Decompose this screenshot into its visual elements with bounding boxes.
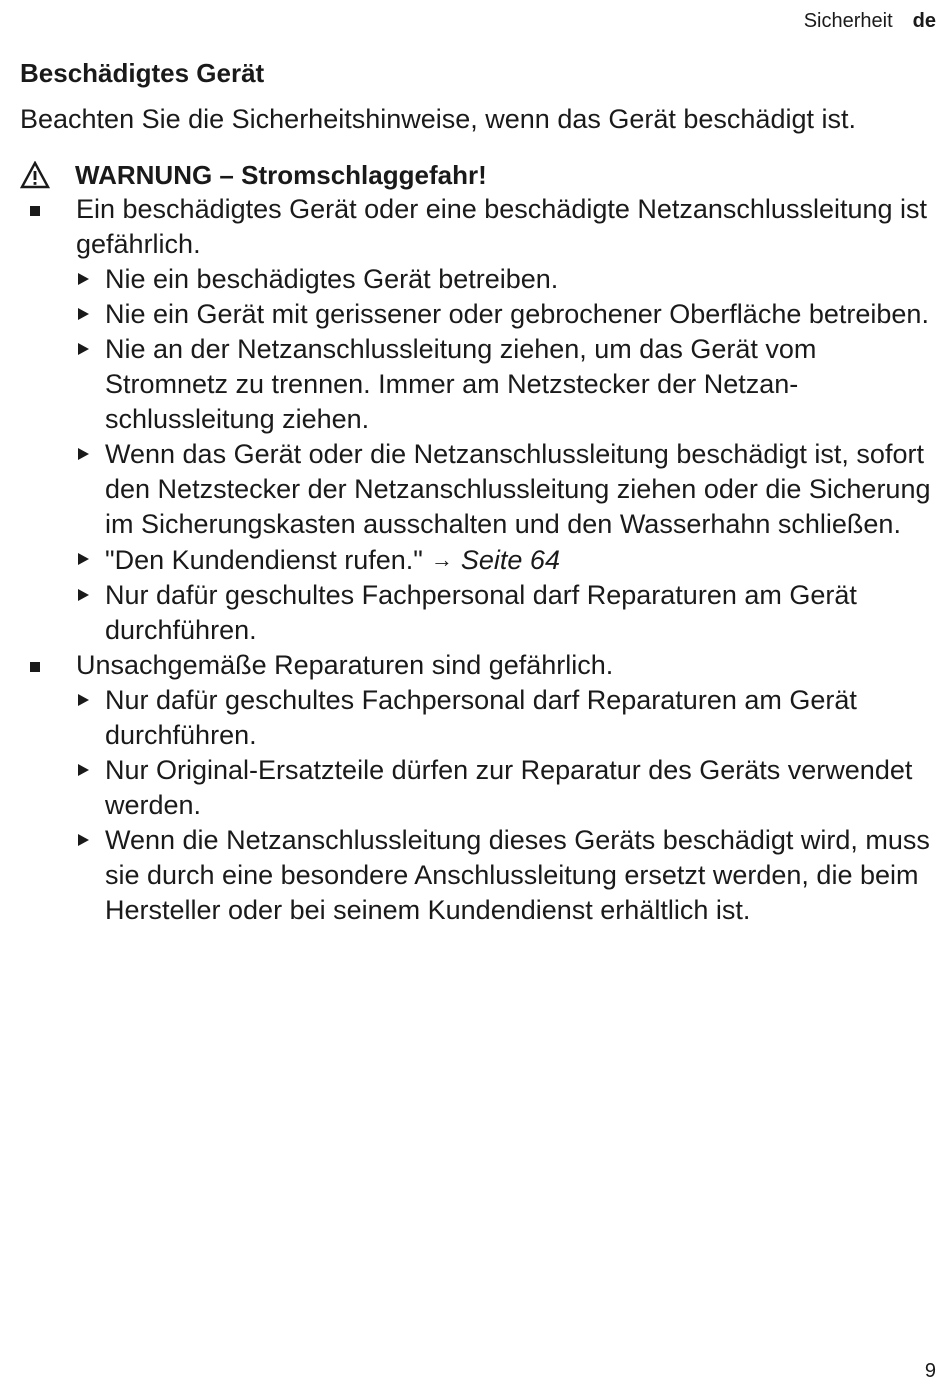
instruction-item <box>76 262 938 297</box>
instruction-text: Nie ein beschädigtes Gerät betreiben. <box>105 264 559 294</box>
instruction-list <box>76 683 938 928</box>
triangle-bullet-icon <box>78 308 89 320</box>
warning-heading-text: WARNUNG – Stromschlaggefahr! <box>75 160 487 190</box>
triangle-bullet-icon <box>78 834 89 846</box>
warning-heading <box>20 158 938 192</box>
hazard-text: Unsachgemäße Reparaturen sind gefährlich. <box>76 650 614 680</box>
page-title: Beschädigtes Gerät <box>20 58 265 88</box>
square-bullet-icon <box>30 662 40 672</box>
instruction-text: Nur Original-Ersatzteile dürfen zur Reparatur des Geräts verwendet werden. <box>105 755 913 820</box>
triangle-bullet-icon <box>78 764 89 776</box>
intro-paragraph: Beachten Sie die Sicherheitshinweise, wenn das Gerät beschädigt ist. <box>20 104 856 134</box>
instruction-text: Nie ein Gerät mit gerissener oder gebrochener Oberfläche betreiben. <box>105 299 929 329</box>
instruction-text: Nie an der Netzanschlussleitung ziehen, um das Gerät vom Stromnetz zu trennen. Immer am Netzstecker der Netzanschlussleitung ziehen. <box>105 334 817 434</box>
instruction-text: "Den Kundendienst rufen." <box>105 545 423 575</box>
instruction-item <box>76 297 938 332</box>
header-language-label: de <box>912 10 936 32</box>
instruction-text: Nur dafür geschultes Fachpersonal darf Reparaturen am Gerät durchführen. <box>105 685 857 750</box>
page-number: 9 <box>924 1360 936 1382</box>
instruction-item <box>76 332 938 437</box>
hazard-text: Ein beschädigtes Gerät oder eine beschädigte Netzanschlussleitung ist gefährlich. <box>76 194 928 259</box>
hazard-list <box>20 192 938 928</box>
page-content <box>20 56 938 928</box>
triangle-bullet-icon <box>78 448 89 460</box>
instruction-item <box>76 578 938 648</box>
square-bullet-icon <box>30 206 40 216</box>
instruction-text: Wenn das Gerät oder die Netzanschlussleitung beschädigt ist, sofort den Netzstecker der Netzanschlussleitung ziehen oder die Sicherung im Sicherungskasten ausschalten und den Wasserhahn schließen. <box>105 439 931 539</box>
triangle-bullet-icon <box>78 343 89 355</box>
instruction-item <box>76 437 938 542</box>
triangle-bullet-icon <box>78 589 89 601</box>
instruction-text: Nur dafür geschultes Fachpersonal darf Reparaturen am Gerät durchführen. <box>105 580 857 645</box>
hazard-item <box>20 192 938 648</box>
triangle-bullet-icon <box>78 553 89 565</box>
instruction-item <box>76 683 938 753</box>
cross-reference-link[interactable]: Seite 64 <box>460 545 560 575</box>
cross-reference-arrow-icon: → <box>430 547 453 572</box>
hazard-item <box>20 648 938 928</box>
instruction-item <box>76 542 938 578</box>
triangle-bullet-icon <box>78 694 89 706</box>
header-section-label: Sicherheit <box>803 10 893 32</box>
running-header <box>804 8 936 34</box>
warning-triangle-icon <box>20 161 50 189</box>
instruction-item <box>76 753 938 823</box>
instruction-list <box>76 262 938 648</box>
triangle-bullet-icon <box>78 273 89 285</box>
instruction-text: Wenn die Netzanschlussleitung dieses Geräts beschädigt wird, muss sie durch eine besondere Anschlussleitung ersetzt werden, die beim Hersteller oder bei seinem Kundendienst erhältlich ist. <box>105 825 930 925</box>
instruction-item <box>76 823 938 928</box>
